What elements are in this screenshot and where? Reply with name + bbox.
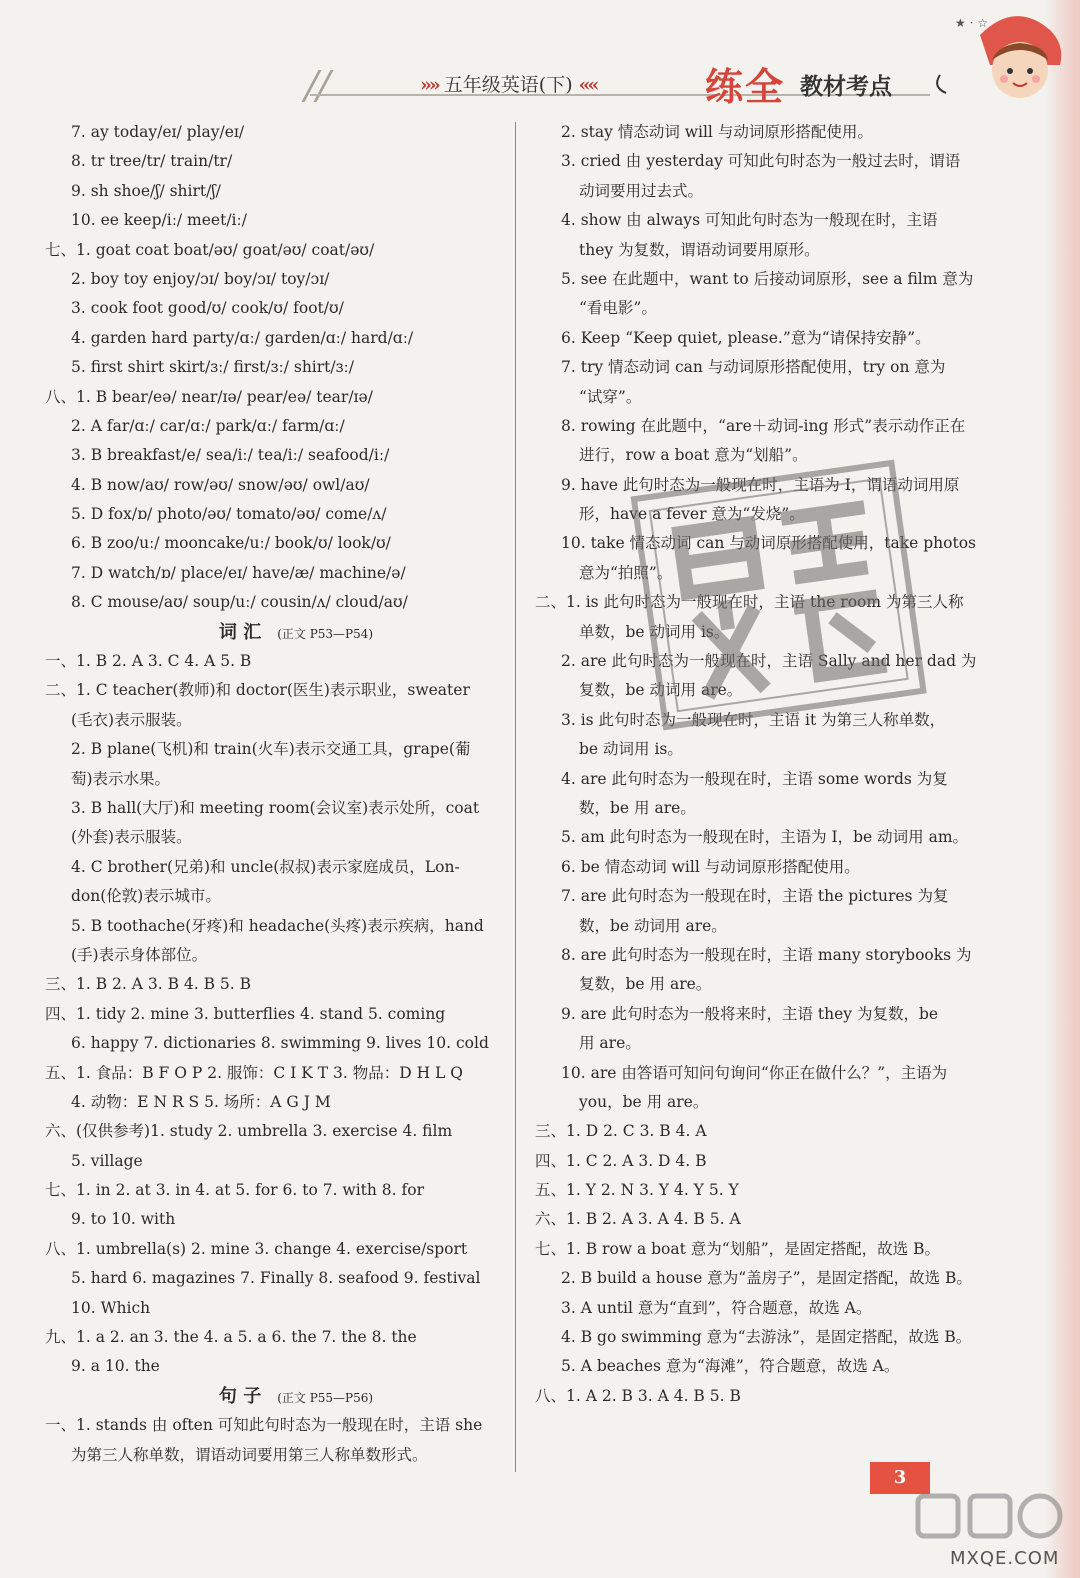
answer-line: 数，be 用 are。 <box>579 798 696 817</box>
answer-line: 形，have a fever 意为“发烧”。 <box>579 505 805 524</box>
answer-line: 9. to 10. with <box>71 1210 176 1229</box>
answer-line: 5. village <box>71 1151 143 1170</box>
answer-line: 复数，be 用 are。 <box>579 975 712 994</box>
answer-line: 3. is 此句时态为一般现在时，主语 it 为第三人称单数， <box>561 710 946 729</box>
answer-line: 三、1. B 2. A 3. B 4. B 5. B <box>45 975 252 994</box>
answer-line: 10. are 由答语可知问句询问“你正在做什么？”，主语为 <box>561 1063 948 1082</box>
answer-line: 7. try 情态动词 can 与动词原形搭配使用，try on 意为 <box>561 358 946 377</box>
stamp-seal <box>610 430 946 749</box>
answer-line: 五、1. Y 2. N 3. Y 4. Y 5. Y <box>535 1181 739 1200</box>
answer-line: 3. B hall(大厅)和 meeting room(会议室)表示处所，coat <box>71 798 480 817</box>
svg-text:★ · ☆: ★ · ☆ <box>955 16 988 30</box>
answer-line: 7. are 此句时态为一般现在时，主语 the pictures 为复 <box>561 887 949 906</box>
answer-line: 5. see 在此题中，want to 后接动词原形，see a film 意为 <box>561 269 974 288</box>
answer-line: 10. Which <box>71 1298 151 1317</box>
right-answer-column <box>535 118 1000 1411</box>
answer-line: 九、1. a 2. an 3. the 4. a 5. a 6. the 7. the 8. the <box>45 1328 417 1347</box>
answer-line: 10. take 情态动词 can 与动词原形搭配使用，take photos <box>561 534 977 553</box>
book-title-text: 五年级英语(下) <box>443 74 573 96</box>
answer-line: 2. B plane(飞机)和 train(火车)表示交通工具，grape(葡 <box>71 740 471 759</box>
section-heading <box>45 1382 507 1411</box>
answer-line: 6. B zoo/uː/ mooncake/uː/ book/ʊ/ look/ʊ/ <box>71 534 391 553</box>
answer-line: 5. A beaches 意为“海滩”，符合题意，故选 A。 <box>561 1357 900 1376</box>
answer-line: (手)表示身体部位。 <box>71 945 208 964</box>
answer-line: don(伦敦)表示城市。 <box>71 887 221 906</box>
answer-line: 4. are 此句时态为一般现在时，主语 some words 为复 <box>561 769 948 788</box>
page-edge-shadow <box>1045 0 1080 1578</box>
answer-line: you，be 用 are。 <box>579 1092 709 1111</box>
answer-line: 六、1. B 2. A 3. A 4. B 5. A <box>535 1210 741 1229</box>
answer-line: 4. C brother(兄弟)和 uncle(叔叔)表示家庭成员，Lon- <box>71 857 460 876</box>
answer-line: 3. B breakfast/e/ sea/iː/ tea/iː/ seafood/iː/ <box>71 446 390 465</box>
answer-line: 7. ay today/eɪ/ play/eɪ/ <box>71 123 245 141</box>
answer-line: 6. Keep “Keep quiet, please.”意为“请保持安静”。 <box>561 328 931 347</box>
answer-line: 数，be 动词用 are。 <box>579 916 727 935</box>
brand-logo: 练全 <box>705 65 786 109</box>
answer-line: 2. A far/ɑː/ car/ɑː/ park/ɑː/ farm/ɑː/ <box>71 416 345 435</box>
answer-line: 用 are。 <box>579 1034 641 1053</box>
answer-line: 4. garden hard party/ɑː/ garden/ɑː/ hard/ɑː/ <box>71 328 414 347</box>
answer-line: 5. am 此句时态为一般现在时，主语为 I，be 动词用 am。 <box>561 828 969 847</box>
answer-line: 七、1. in 2. at 3. in 4. at 5. for 6. to 7. with 8. for <box>45 1181 424 1200</box>
answer-line: 5. B toothache(牙疼)和 headache(头疼)表示疾病，hand <box>71 916 484 935</box>
left-answer-column <box>45 118 507 1470</box>
answer-line: 5. hard 6. magazines 7. Finally 8. seafood 9. festival <box>71 1269 481 1288</box>
answer-line: 单数，be 动词用 is。 <box>579 622 730 641</box>
answer-line: 八、1. A 2. B 3. A 4. B 5. B <box>535 1386 741 1405</box>
answer-line: “试穿”。 <box>579 387 642 406</box>
answer-line: 9. are 此句时态为一般将来时，主语 they 为复数，be <box>561 1004 939 1023</box>
answer-line: 3. cried 由 yesterday 可知此句时态为一般过去时，谓语 <box>561 152 961 171</box>
answer-line: be 动词用 is。 <box>579 740 683 759</box>
section-page-ref: (正文 P53—P54) <box>277 626 374 641</box>
answer-line: they 为复数，谓语动词要用原形。 <box>579 240 820 259</box>
page-number: 3 <box>870 1462 930 1494</box>
answer-line: 5. D fox/ɒ/ photo/əʊ/ tomato/əʊ/ come/ʌ/ <box>71 505 387 524</box>
answer-line: 9. sh shoe/ʃ/ shirt/ʃ/ <box>71 181 221 200</box>
answer-line: 一、1. stands 由 often 可知此句时态为一般现在时，主语 she <box>45 1416 483 1435</box>
answer-line: 进行，row a boat 意为“划船”。 <box>579 446 808 465</box>
answer-line: 4. B now/aʊ/ row/əʊ/ snow/əʊ/ owl/aʊ/ <box>71 475 370 494</box>
answer-line: (毛衣)表示服装。 <box>71 710 192 729</box>
answer-line: 2. boy toy enjoy/ɔɪ/ boy/ɔɪ/ toy/ɔɪ/ <box>71 269 330 288</box>
arrow-right-icon: »» <box>420 74 438 96</box>
answer-line: 3. A until 意为“直到”，符合题意，故选 A。 <box>561 1298 872 1317</box>
answer-line: 为第三人称单数，谓语动词要用第三人称单数形式。 <box>71 1445 428 1464</box>
answer-line: 5. first shirt skirt/ɜː/ first/ɜː/ shirt/ɜː/ <box>71 358 354 377</box>
answer-line: 三、1. D 2. C 3. B 4. A <box>535 1122 707 1141</box>
answer-line: 3. cook foot good/ʊ/ cook/ʊ/ foot/ʊ/ <box>71 299 344 318</box>
answer-line: “看电影”。 <box>579 299 657 318</box>
answer-line: 4. show 由 always 可知此句时态为一般现在时，主语 <box>561 211 938 230</box>
page-header <box>0 0 1080 110</box>
answer-line: 五、1. 食品：B F O P 2. 服饰：C I K T 3. 物品：D H L Q <box>45 1063 463 1082</box>
mascot-icon <box>920 5 1070 110</box>
answer-line: 10. ee keep/iː/ meet/iː/ <box>71 211 247 230</box>
answer-line: 四、1. C 2. A 3. D 4. B <box>535 1151 707 1170</box>
answer-line: 4. B go swimming 意为“去游泳”，是固定搭配，故选 B。 <box>561 1328 972 1347</box>
arrow-left-icon: «« <box>578 74 597 96</box>
watermark-text: MXQE.COM <box>950 1548 1060 1569</box>
section-heading <box>45 618 507 647</box>
section-title: 句 子 <box>218 1385 262 1407</box>
answer-line: 7. D watch/ɒ/ place/eɪ/ have/æ/ machine/ə/ <box>71 563 406 582</box>
brand-subtitle: 教材考点 <box>800 73 892 100</box>
answer-line: 6. be 情态动词 will 与动词原形搭配使用。 <box>561 857 860 876</box>
answer-line: 2. stay 情态动词 will 与动词原形搭配使用。 <box>561 123 873 141</box>
answer-line: 8. rowing 在此题中，“are＋动词-ing 形式”表示动作正在 <box>561 416 966 435</box>
answer-line: 七、1. goat coat boat/əʊ/ goat/əʊ/ coat/əʊ/ <box>45 240 375 259</box>
section-title: 词 汇 <box>218 621 262 643</box>
answer-line: 9. a 10. the <box>71 1357 160 1376</box>
answer-line: 8. tr tree/tr/ train/tr/ <box>71 152 233 171</box>
answer-line: 六、(仅供参考)1. study 2. umbrella 3. exercise 4. film <box>45 1122 453 1141</box>
section-page-ref: (正文 P55—P56) <box>277 1390 374 1405</box>
answer-line: 七、1. B row a boat 意为“划船”，是固定搭配，故选 B。 <box>535 1239 940 1258</box>
answer-line: 2. are 此句时态为一般现在时，主语 Sally and her dad 为 <box>561 652 977 671</box>
answer-line: 萄)表示水果。 <box>71 769 171 788</box>
answer-line: 八、1. B bear/eə/ near/ɪə/ pear/eə/ tear/ɪə/ <box>45 387 373 406</box>
answer-line: 6. happy 7. dictionaries 8. swimming 9. lives 10. cold <box>71 1034 489 1053</box>
answer-line: 2. B build a house 意为“盖房子”，是固定搭配，故选 B。 <box>561 1269 972 1288</box>
book-title <box>420 70 596 97</box>
answer-line: 一、1. B 2. A 3. C 4. A 5. B <box>45 652 252 671</box>
answer-line: (外套)表示服装。 <box>71 828 192 847</box>
column-divider <box>515 122 516 1472</box>
answer-line: 意为“拍照”。 <box>579 563 673 582</box>
answer-line: 8. are 此句时态为一般现在时，主语 many storybooks 为 <box>561 945 972 964</box>
answer-line: 四、1. tidy 2. mine 3. butterflies 4. stand 5. coming <box>45 1004 446 1023</box>
answer-line: 二、1. is 此句时态为一般现在时，主语 the room 为第三人称 <box>535 593 964 612</box>
answer-line: 动词要用过去式。 <box>579 181 704 200</box>
answer-line: 8. C mouse/aʊ/ soup/uː/ cousin/ʌ/ cloud/aʊ/ <box>71 593 408 612</box>
answer-line: 二、1. C teacher(教师)和 doctor(医生)表示职业，sweater <box>45 681 470 700</box>
answer-line: 八、1. umbrella(s) 2. mine 3. change 4. exercise/sport <box>45 1239 468 1258</box>
answer-line: 4. 动物：E N R S 5. 场所：A G J M <box>71 1092 331 1111</box>
answer-line: 复数，be 动词用 are。 <box>579 681 743 700</box>
answer-line: 9. have 此句时态为一般现在时，主语为 I，谓语动词用原 <box>561 475 960 494</box>
